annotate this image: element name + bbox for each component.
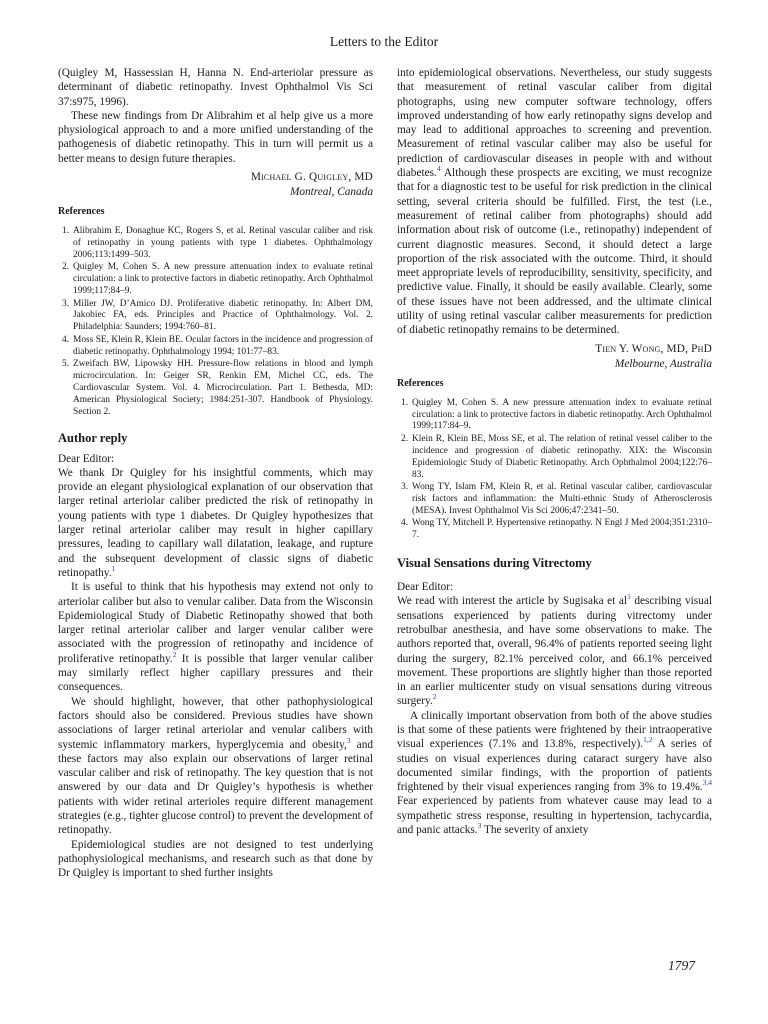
citation-link[interactable]: 1 — [627, 592, 631, 602]
author-reply-heading: Author reply — [58, 430, 128, 445]
running-head: Letters to the Editor — [329, 34, 439, 49]
paragraph: These new findings from Dr Alibrahim et al help give us a more physiological approach to and a more unified understanding of the pathogenesis of diabetic retinopathy. This in turn will permit us a better means to design future therapies. — [58, 109, 373, 165]
signature-quigley — [58, 170, 373, 200]
paragraph: into epidemiological observations. Nevertheless, our study suggests that measurement of retinal vascular caliber from digital photographs, using new computer software technology, offers improved understanding of how early retinopathy signs develop and may lead to additional approaches to screening and prevention. Measurement of retinal vascular caliber may also be useful for prediction of cardiovascular diseases in people with and without diabetes.$^4$ Although these prospects are exciting, we must recognize that for a diagnostic test to be useful for risk prediction in the clinical setting, several criteria should be fulfilled. First, the test (i.e., measurement of retinal caliber from photographs) should add information about risk of outcome (i.e., retinopathy) independent of current diagnostic measures. Second, it should detect a large proportion of the risk associated with the outcome. Third, it should meet appropriate levels of reproducibility, sensitivity, specificity, and predictive value. Finally, it should be easily available. Clearly, some of these issues have not been addressed, and the ultimate clinical utility of using retinal vascular caliber measurements for prediction of diabetic retinopathy remains to be determined. — [397, 67, 712, 337]
reference-item: 1. Quigley M, Cohen S. A new pressure attenuation index to evaluate retinal circulation: a link to protective factors in diabetic retinopathy. Arch Ophthalmol 1999;117:84–9. — [401, 397, 712, 432]
author-name: Tien Y. Wong, MD, PhD — [595, 342, 712, 355]
paragraph: A clinically important observation from both of the above studies is that some of these patients were frightened by their intraoperative visual experiences (7.1% and 13.8%, respectively).$^{1,2}$ A series of studies on visual experiences during cataract surgery have also documented similar findings, with the proportion of patients frightened by their visual experiences ranging from 3% to 19.4%.$^{3,4}$ Fear experienced by patients from whatever cause may lead to a sympathetic stress response, resulting in hypertension, tachycardia, and panic attacks.$^3$ The severity of anxiety — [397, 709, 712, 837]
author-location: Melbourne, Australia — [614, 357, 712, 370]
paragraph: We should highlight, however, that other pathophysiological factors should also be considered. Previous studies have shown associations of larger retinal arteriolar and venular calibers with systemic inflammatory markers, hyperglycemia and obesity,$^3$ and these factors may also explain our observations of larger retinal vascular caliber and risk of retinopathy. The key question that is not answered by our data and Dr Quigley’s hypothesis is whether patients with wider retinal arterioles require different management strategies (e.g., tighter glucose control) to prevent the development of retinopathy. — [58, 695, 373, 837]
reference-item: 2. Klein R, Klein BE, Moss SE, et al. The relation of retinal vessel caliber to the incidence and progression of diabetic retinopathy. XIX: the Wisconsin Epidemiologic Study of Diabetic Retinopathy. Arch Ophthalmol 2004;122:76–83. — [401, 433, 712, 480]
citation-link[interactable]: 2 — [432, 692, 437, 702]
section-heading: Visual Sensations during Vitrectomy — [397, 556, 592, 571]
reference-item: 2. Quigley M, Cohen S. A new pressure attenuation index to evaluate retinal circulation: a link to protective factors in diabetic retinopathy. Arch Ophthalmol 1999;117:84–9. — [62, 262, 373, 297]
salutation: Dear Editor: — [397, 581, 454, 594]
references-heading: References — [397, 377, 444, 389]
citation-link[interactable]: 1,2 — [643, 735, 653, 745]
page-number: 1797 — [668, 958, 695, 973]
reference-item: 5. Zweifach BW, Lipowsky HH. Pressure-flow relations in blood and lymph microcirculation. In: Geiger SR, Renkin EM, Michel CC, eds. The Cardiovascular System. Vol. 4. Microcirculation. Part 1. Bethesda, MD: American Physiological Society; 1984:251-307. Handbook of Physiology. Section 2. — [62, 359, 373, 417]
paragraph: We thank Dr Quigley for his insightful comments, which may provide an elegant physiological explanation of our observation that larger retinal arteriolar caliber predicted the risk of retinopathy in young patients with type 1 diabetes. Dr Quigley hypothesizes that larger retinal arteriolar caliber may result in higher capillary pressures, leading to capillary wall dilatation, leakage, and rupture and the subsequent development of classic signs of diabetic retinopathy.$^1$ — [58, 466, 373, 579]
reference-item: 1. Alibrahim E, Donaghue KC, Rogers S, et al. Retinal vascular caliber and risk of retinopathy in young patients with type 1 diabetes. Ophthalmology 2006;113:1499–503. — [62, 226, 373, 260]
salutation: Dear Editor: — [58, 452, 115, 465]
right-column — [397, 66, 712, 837]
reference-list — [397, 398, 712, 542]
citation-link[interactable]: 1 — [111, 564, 116, 574]
author-name: Michael G. Quigley, MD — [250, 171, 373, 184]
signature-wong — [397, 342, 712, 372]
references-heading: References — [58, 206, 105, 218]
paragraph: It is useful to think that his hypothesis may extend not only to arteriolar caliber but also to venular caliber. Data from the Wisconsin Epidemiological Study of Diabetic Retinopathy showed that both larger retinal arteriolar caliber and larger venular caliber were associated with the progression of retinopathy and incidence of proliferative retinopathy.$^2$ It is possible that larger venular caliber may similarly reflect higher capillary pressures and their consequences. — [58, 581, 373, 694]
reference-list — [58, 226, 373, 419]
citation-link[interactable]: 2 — [172, 649, 177, 659]
paragraph: (Quigley M, Hassessian H, Hanna N. End-arteriolar pressure as determinant of diabetic retinopathy. Invest Ophthalmol Vis Sci 37:s975, 1996). — [58, 67, 373, 108]
citation-link[interactable]: 3 — [477, 821, 482, 831]
citation-link[interactable]: 3,4 — [702, 778, 712, 788]
reference-item: 4. Wong TY, Mitchell P. Hypertensive retinopathy. N Engl J Med 2004;351:2310–7. — [401, 518, 712, 541]
citation-link[interactable]: 3 — [346, 735, 351, 745]
reference-item: 4. Moss SE, Klein R, Klein BE. Ocular factors in the incidence and progression of diabetic retinopathy. Ophthalmology 1994; 101:77–83. — [62, 334, 373, 357]
reference-item: 3. Wong TY, Islam FM, Klein R, et al. Retinal vascular caliber, cardiovascular risk factors and inflammation: the Multi-ethnic Study of Atherosclerosis (MESA). Invest Ophthalmol Vis Sci 2006;47:2341–50. — [401, 481, 712, 516]
paragraph: We read with interest the article by Sugisaka et $al^1$ describing visual sensations experienced by patients during vitrectomy under retrobulbar anesthesia, and have some observations to make. The authors reported that, overall, 96.4% of patients reported seeing light during the surgery, 82.1% perceived color, and 66.1% perceived movement. These proportions are slightly higher than those reported in an earlier multicenter study on visual sensations during vitreous surgery.$^2$ — [397, 592, 712, 708]
citation-link[interactable]: 4 — [436, 164, 441, 174]
left-column — [58, 66, 373, 880]
author-location: Montreal, Canada — [289, 186, 373, 199]
reference-item: 3. Miller JW, D’Amico DJ. Proliferative diabetic retinopathy. In: Albert DM, Jakobiec FA, eds. Principles and Practice of Ophthalmology. Vol. 2. Philadelphia: Saunders; 1994:760–81. — [62, 298, 373, 333]
paragraph: Epidemiological studies are not designed to test underlying pathophysiological mechanisms, and research such as that done by Dr Quigley is important to shed further insights — [58, 838, 373, 880]
